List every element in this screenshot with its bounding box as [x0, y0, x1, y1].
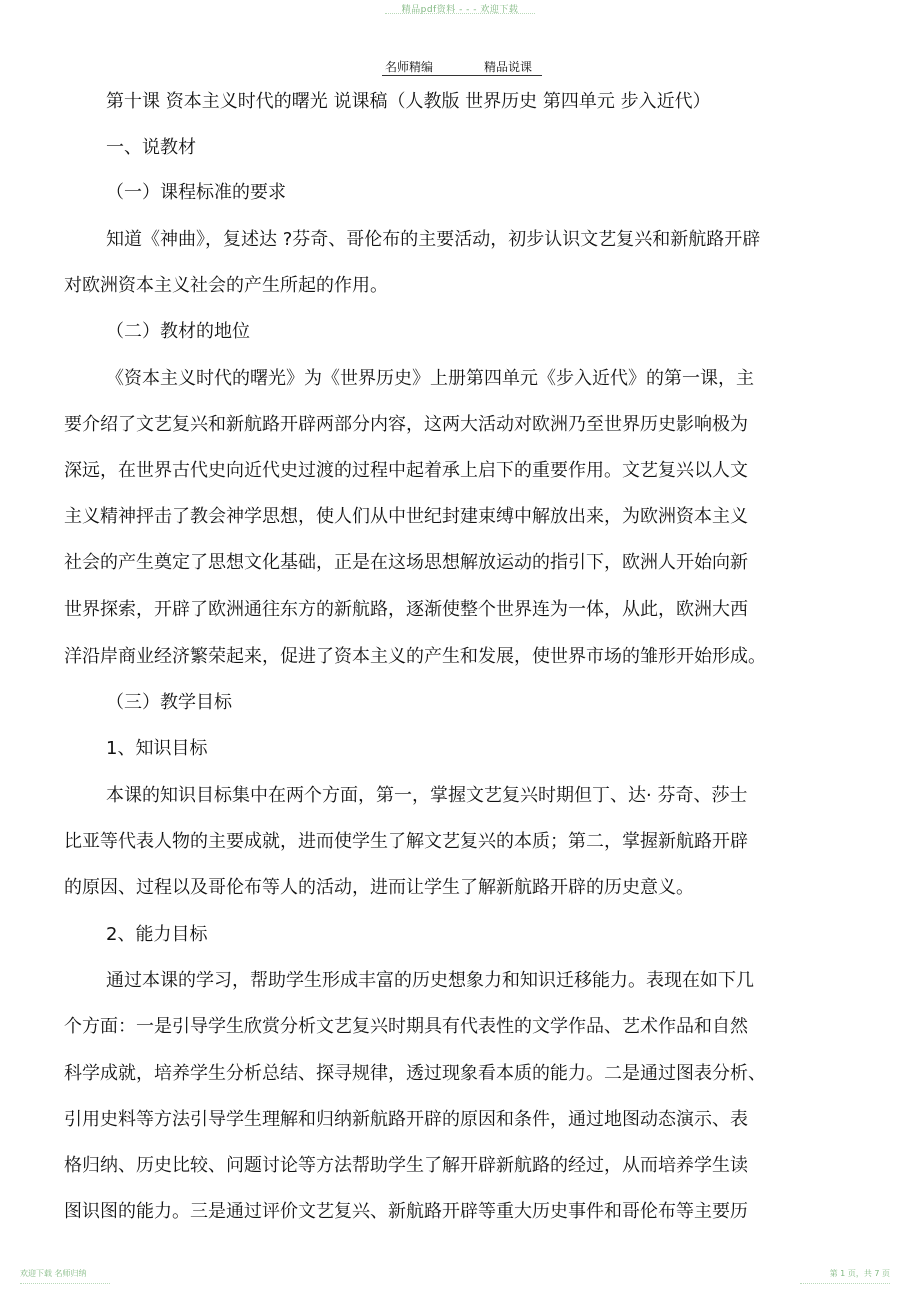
paragraph-line: 要介绍了文艺复兴和新航路开辟两部分内容，这两大活动对欧洲乃至世界历史影响极为 — [64, 414, 748, 435]
footer-dots-right — [800, 1283, 890, 1284]
item-heading: 1、知识目标 — [106, 738, 208, 759]
subsection-heading: （三）教学目标 — [106, 692, 232, 713]
page-header — [0, 58, 920, 80]
paragraph-line: 比亚等代表人物的主要成就，进而使学生了解文艺复兴的本质；第二，掌握新航路开辟 — [64, 831, 748, 852]
paragraph-line: 通过本课的学习，帮助学生形成丰富的历史想象力和知识迁移能力。表现在如下几 — [106, 970, 754, 991]
paragraph-line: 引用史料等方法引导学生理解和归纳新航路开辟的原因和条件，通过地图动态演示、表 — [64, 1109, 748, 1130]
paragraph-line: 科学成就，培养学生分析总结、探寻规律，透过现象看本质的能力。二是通过图表分析、 — [64, 1063, 766, 1084]
paragraph-line: 主义精神抨击了教会神学思想，使人们从中世纪封建束缚中解放出来，为欧洲资本主义 — [64, 506, 748, 527]
header-right: 精品说课 — [484, 60, 533, 74]
paragraph-line: 对欧洲资本主义社会的产生所起的作用。 — [64, 275, 388, 296]
paragraph-line: 世界探索，开辟了欧洲通往东方的新航路，逐渐使整个世界连为一体，从此，欧洲大西 — [64, 599, 748, 620]
paragraph-line: 洋沿岸商业经济繁荣起来，促进了资本主义的产生和发展，使世界市场的雏形开始形成。 — [64, 646, 766, 667]
watermark-top-dots — [385, 13, 535, 14]
paragraph-line: 知道《神曲》，复述达 ?芬奇、哥伦布的主要活动，初步认识文艺复兴和新航路开辟 — [106, 229, 761, 250]
watermark-top: 精品pdf资料 - - - 欢迎下载 — [401, 5, 519, 15]
item-heading: 2、能力目标 — [106, 924, 208, 945]
paragraph-line: 深远，在世界古代史向近代史过渡的过程中起着承上启下的重要作用。文艺复兴以人文 — [64, 460, 748, 481]
paragraph-line: 个方面：一是引导学生欣赏分析文艺复兴时期具有代表性的文学作品、艺术作品和自然 — [64, 1016, 748, 1037]
paragraph-line: 图识图的能力。三是通过评价文艺复兴、新航路开辟等重大历史事件和哥伦布等主要历 — [64, 1201, 748, 1222]
paragraph-line: 社会的产生奠定了思想文化基础，正是在这场思想解放运动的指引下，欧洲人开始向新 — [64, 552, 748, 573]
page-number: 第 1 页，共 7 页 — [829, 1269, 890, 1278]
header-left: 名师精编 — [385, 60, 434, 74]
title-line: 第十课 资本主义时代的曙光 说课稿（人教版 世界历史 第四单元 步入近代） — [106, 91, 711, 112]
paragraph-line: 本课的知识目标集中在两个方面，第一，掌握文艺复兴时期但丁、达· 芬奇、莎士 — [106, 785, 748, 806]
paragraph-line: 的原因、过程以及哥伦布等人的活动，进而让学生了解新航路开辟的历史意义。 — [64, 877, 694, 898]
watermark-footer-left: 欢迎下载 名师归纳 — [20, 1269, 87, 1278]
footer-dots-left — [20, 1283, 110, 1284]
section-heading: 一、说教材 — [106, 137, 196, 158]
subsection-heading: （一）课程标准的要求 — [106, 182, 286, 203]
paragraph-line: 格归纳、历史比较、问题讨论等方法帮助学生了解开辟新航路的经过，从而培养学生读 — [64, 1155, 748, 1176]
paragraph-line: 《资本主义时代的曙光》为《世界历史》上册第四单元《步入近代》的第一课，主 — [106, 368, 754, 389]
header-rule — [382, 75, 542, 76]
subsection-heading: （二）教材的地位 — [106, 321, 250, 342]
